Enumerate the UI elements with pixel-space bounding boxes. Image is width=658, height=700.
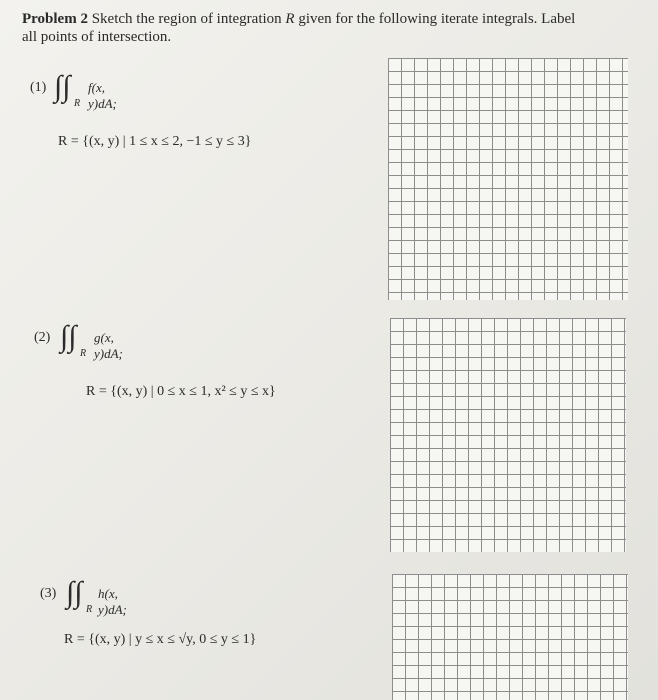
problem-1-subscript: R xyxy=(74,98,81,109)
problem-1-integrand: f(x, y)dA; xyxy=(88,80,117,111)
problem-2-number: (2) xyxy=(34,330,51,345)
graph-paper-1-svg xyxy=(388,58,628,300)
header-text-before: Sketch the region of integration xyxy=(91,11,282,27)
problem-3-integral-sign: ∫∫ xyxy=(66,576,83,609)
problem-2-region: R = {(x, y) | 0 ≤ x ≤ 1, x² ≤ y ≤ x} xyxy=(86,384,276,399)
graph-paper-2[interactable] xyxy=(390,318,626,552)
problem-1-integral-sign: ∫∫ xyxy=(54,70,71,103)
header-line-1 xyxy=(22,10,632,28)
problem-1-region: R = {(x, y) | 1 ≤ x ≤ 2, −1 ≤ y ≤ 3} xyxy=(58,134,252,149)
header-line-2: all points of intersection. xyxy=(22,29,172,45)
graph-paper-3-svg xyxy=(392,574,628,700)
problem-3-number: (3) xyxy=(40,586,57,601)
problem-1-number: (1) xyxy=(30,80,47,95)
grid-background xyxy=(388,58,628,300)
problem-2-integral-sign: ∫∫ xyxy=(60,320,77,353)
problem-2-subscript: R xyxy=(80,348,87,359)
graph-paper-1[interactable] xyxy=(388,58,628,300)
problem-header xyxy=(22,10,632,46)
graph-paper-2-svg xyxy=(390,318,626,552)
problem-3-region: R = {(x, y) | y ≤ x ≤ √y, 0 ≤ y ≤ 1} xyxy=(64,632,257,647)
header-text-after: given for the following iterate integrals. Label xyxy=(298,11,576,27)
problem-3-integrand: h(x, y)dA; xyxy=(98,586,127,617)
graph-paper-3[interactable] xyxy=(392,574,628,700)
problem-3-subscript: R xyxy=(86,604,93,615)
header-symbol-R: R xyxy=(285,11,295,27)
problem-label: Problem 2 xyxy=(22,11,88,27)
problem-2-integrand: g(x, y)dA; xyxy=(94,330,123,361)
